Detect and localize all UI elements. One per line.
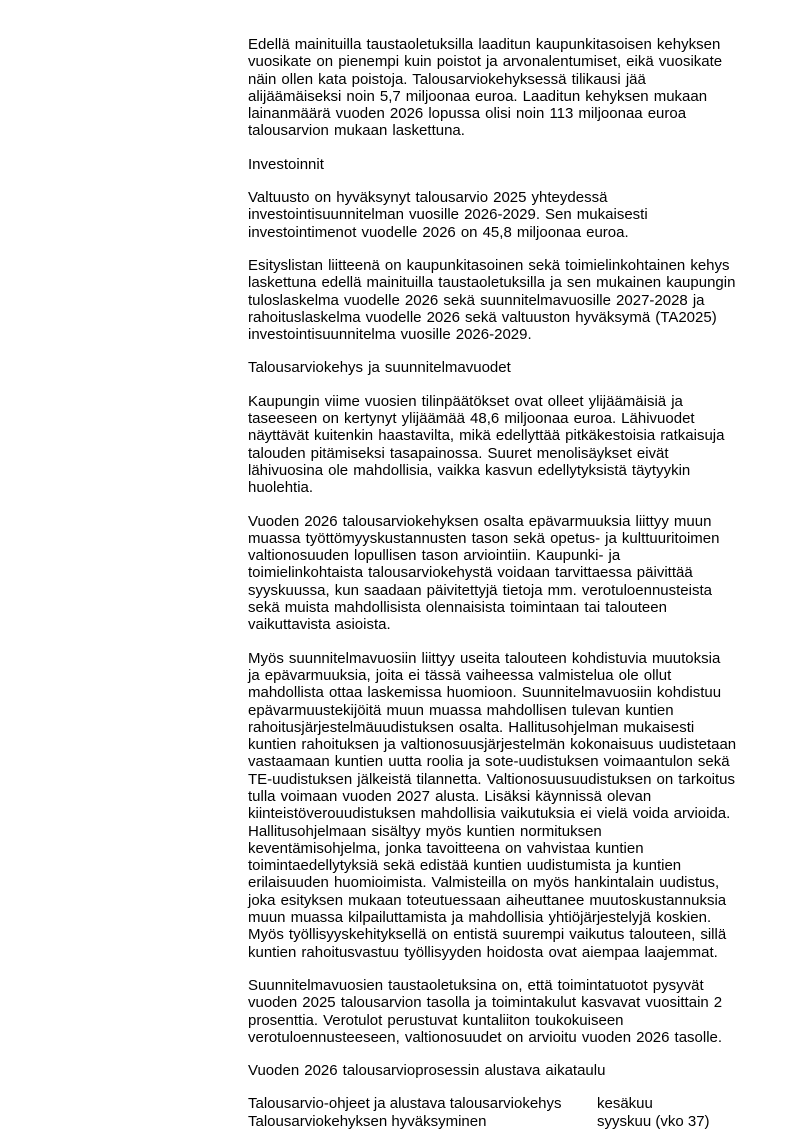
schedule-item-label: Talousarviokehyksen hyväksyminen (248, 1112, 487, 1130)
schedule-time-label: kesäkuu (597, 1095, 653, 1113)
schedule-row (248, 1113, 737, 1130)
schedule-item-label: Talousarvio-ohjeet ja alustava talousarviokehys (248, 1095, 562, 1113)
paragraph-tilinpaatokset: Kaupungin viime vuosien tilinpäätökset ovat olleet ylijäämäisiä ja taseeseen on kertynyt ylijäämää 48,6 miljoonaa euroa. Lähivuodet näyttävät kuitenkin haastavilta, mikä edellyttää pitkäkestoisia ratkaisuja talouden pitämiseksi tasapainossa. Suuret menolisäykset eivät lähivuosina ole mahdollisia, vaikka kasvun edellytyksistä täytyykin huolehtia. (248, 392, 725, 497)
section-heading-talousarviokehys: Talousarviokehys ja suunnitelmavuodet (248, 359, 511, 377)
section-heading-investoinnit: Investoinnit (248, 155, 324, 173)
text-column (248, 36, 737, 1130)
schedule-time-label: syyskuu (vko 37) (597, 1112, 710, 1130)
paragraph-kehys-vuosikate: Edellä mainituilla taustaoletuksilla laaditun kaupunkitasoisen kehyksen vuosikate on pienempi kuin poistot ja arvonalentumiset, eikä vuosikate näin ollen kata poistoja. Talousarviokehyksessä tilikausi jää alijäämäiseksi noin 5,7 miljoonaa euroa. Laaditun kehyksen mukaan lainanmäärä vuoden 2026 lopussa olisi noin 113 miljoonaa euroa talousarvion mukaan laskettuna. (248, 36, 723, 140)
paragraph-esityslistan-liitteet: Esityslistan liitteenä on kaupunkitasoinen sekä toimielinkohtainen kehys laskettuna edellä mainituilla taustaoletuksilla ja sen mukainen kaupungin tuloslaskelma vuodelle 2026 sekä suunnitelmavuosille 2027-2028 ja rahoituslaskelma vuodelle 2026 sekä valtuuston hyväksymä (TA2025) investointisuunnitelma vuosille 2026-2029. (248, 256, 736, 344)
schedule-row (248, 1095, 737, 1112)
paragraph-epavarmuudet-2026: Vuoden 2026 talousarviokehyksen osalta epävarmuuksia liittyy muun muassa työttömyyskustannusten tason sekä opetus- ja kulttuuritoimen valtionosuuden lopullisen tason arviointiin. Kaupunki- ja toimielinkohtaista talousarviokehystä voidaan tarvittaessa päivittää syyskuussa, kun saadaan päivitettyjä tietoja mm. verotuloennusteista sekä muista mahdollisista olennaisista toimintaan tai talouteen vaikuttavista asioista. (248, 512, 720, 634)
paragraph-suunnitelmavuosien-muutokset: Myös suunnitelmavuosiin liittyy useita talouteen kohdistuvia muutoksia ja epävarmuuksia, joita ei tässä vaiheessa valmistelua ole ollut mahdollista ottaa laskemissa huomioon. Suunnitelmavuosiin kohdistuu epävarmuustekijöitä muun muassa mahdollisen tulevan kuntien rahoitusjärjestelmäuudistuksen osalta. Hallitusohjelman mukaisesti kuntien rahoituksen ja valtionosuusjärjestelmän kokonaisuus uudistetaan vastaamaan kuntien uutta roolia ja sote-uudistuksen voimaantulon sekä TE-uudistuksen jälkeistä tilannetta. Valtionosuusuudistuksen on tarkoitus tulla voimaan vuoden 2027 alusta. Lisäksi käynnissä olevan kiinteistöverouudistuksen mahdollisia vaikutuksia ei vielä voida arvioida. Hallitusohjelmaan sisältyy myös kuntien normituksen keventämisohjelma, jonka tavoitteena on vahvistaa kuntien toimintaedellytyksiä sekä edistää kuntien uudistumista ja kuntien erilaisuuden huomioimista. Valmisteilla on myös hankintalain uudistus, joka esityksen mukaan toteutuessaan aiheuttanee muutoskustannuksia muun muassa kilpailuttamista ja mahdollisia yhtiöjärjestelyjä koskien. Myös työllisyyskehityksellä on entistä suurempi vaikutus talouteen, sillä kuntien rahoitusvastuu työllisyyden hoidosta ovat aiempaa laajemmat. (248, 649, 737, 961)
paragraph-investointisuunnitelma: Valtuusto on hyväksynyt talousarvio 2025 yhteydessä investointisuunnitelman vuosille 2026-2029. Sen mukaisesti investointimenot vuodelle 2026 on 45,8 miljoonaa euroa. (248, 189, 648, 241)
schedule-table (248, 1095, 737, 1130)
section-heading-aikataulu: Vuoden 2026 talousarvioprosessin alustava aikataulu (248, 1062, 606, 1080)
paragraph-taustaoletukset: Suunnitelmavuosien taustaoletuksina on, että toimintatuotot pysyvät vuoden 2025 talousarvion tasolla ja toimintakulut kasvavat vuosittain 2 prosenttia. Verotulot perustuvat kuntaliiton toukokuiseen verotuloennusteeseen, valtionosuudet on arvioitu vuoden 2026 tasolle. (248, 976, 723, 1046)
